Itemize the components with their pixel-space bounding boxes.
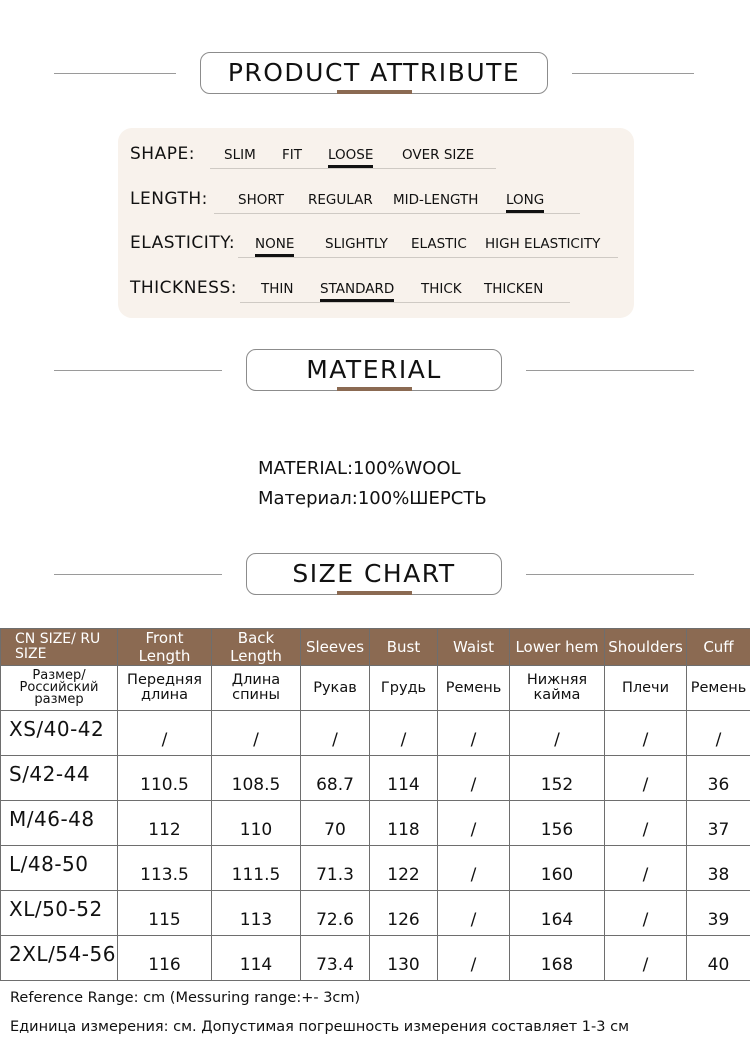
- table-row: [1, 711, 750, 756]
- table-cell: 114: [370, 756, 438, 801]
- title-divider-right: [526, 370, 694, 371]
- table-cell: 113.5: [118, 846, 212, 891]
- attribute-row-elasticity: [118, 229, 634, 259]
- table-header-cell: Back Length: [212, 629, 301, 666]
- title-divider-left: [54, 370, 222, 371]
- attribute-rule: [240, 302, 570, 303]
- table-cell: 38: [687, 846, 750, 891]
- title-accent-bar: [337, 90, 412, 94]
- table-row: [1, 801, 750, 846]
- size-label-cell: XS/40-42: [1, 711, 118, 756]
- table-cell: 130: [370, 936, 438, 981]
- table-cell: 152: [510, 756, 605, 801]
- table-cell: /: [605, 846, 687, 891]
- table-cell: /: [301, 711, 370, 756]
- table-cell: 37: [687, 801, 750, 846]
- table-cell: /: [605, 711, 687, 756]
- attribute-option-selected: NONE: [255, 236, 295, 252]
- table-cell: 108.5: [212, 756, 301, 801]
- table-header-cell-ru: Грудь: [370, 666, 438, 711]
- material-info: [258, 454, 487, 514]
- table-cell: 122: [370, 846, 438, 891]
- attribute-label: ELASTICITY:: [130, 233, 236, 253]
- title-box: [246, 553, 502, 595]
- size-label-cell: L/48-50: [1, 846, 118, 891]
- table-cell: 126: [370, 891, 438, 936]
- table-cell: 111.5: [212, 846, 301, 891]
- table-header-cell: Bust: [370, 629, 438, 666]
- table-cell: /: [605, 936, 687, 981]
- table-cell: 73.4: [301, 936, 370, 981]
- table-cell: 110: [212, 801, 301, 846]
- table-cell: 70: [301, 801, 370, 846]
- table-cell: 113: [212, 891, 301, 936]
- table-cell: 68.7: [301, 756, 370, 801]
- table-cell: /: [438, 801, 510, 846]
- attribute-row-shape: [118, 140, 634, 170]
- table-cell: 118: [370, 801, 438, 846]
- table-cell: 114: [212, 936, 301, 981]
- attribute-label: LENGTH:: [130, 189, 208, 209]
- attribute-option: MID-LENGTH: [393, 192, 479, 208]
- footnote-ru: Единица измерения: см. Допустимая погрешность измерения составляет 1-3 см: [10, 1019, 630, 1035]
- table-cell: 110.5: [118, 756, 212, 801]
- table-header-cell: Front Length: [118, 629, 212, 666]
- table-header-cell: Waist: [438, 629, 510, 666]
- table-header-cell-ru: Длина спины: [212, 666, 301, 711]
- table-cell: /: [438, 711, 510, 756]
- table-header-row-ru: [1, 666, 750, 711]
- table-cell: 115: [118, 891, 212, 936]
- title-divider-right: [526, 574, 694, 575]
- attribute-option: SLIM: [224, 147, 256, 163]
- table-cell: /: [118, 711, 212, 756]
- attribute-option: OVER SIZE: [402, 147, 475, 163]
- product-attribute-panel: [118, 128, 634, 318]
- title-accent-bar: [337, 591, 412, 595]
- size-chart-table: [0, 628, 750, 981]
- table-row: [1, 756, 750, 801]
- table-header-cell-ru: Ремень: [438, 666, 510, 711]
- attribute-option-selected: LONG: [506, 192, 545, 208]
- table-cell: /: [438, 891, 510, 936]
- table-header-row-en: [1, 629, 750, 666]
- size-label-cell: 2XL/54-56: [1, 936, 118, 981]
- table-cell: 72.6: [301, 891, 370, 936]
- section-title-text: PRODUCT ATTRIBUTE: [227, 58, 521, 87]
- table-header-cell-ru: Передняя длина: [118, 666, 212, 711]
- table-cell: 116: [118, 936, 212, 981]
- table-header-cell-ru: Ремень: [687, 666, 750, 711]
- table-row: [1, 846, 750, 891]
- attribute-option-selected: LOOSE: [328, 147, 374, 163]
- table-header-cell: Sleeves: [301, 629, 370, 666]
- table-cell: 71.3: [301, 846, 370, 891]
- table-cell: 160: [510, 846, 605, 891]
- table-header-cell: Cuff: [687, 629, 750, 666]
- section-title-text: SIZE CHART: [292, 559, 456, 588]
- table-cell: 164: [510, 891, 605, 936]
- attribute-rule: [238, 257, 618, 258]
- attribute-option: HIGH ELASTICITY: [485, 236, 601, 252]
- table-cell: 156: [510, 801, 605, 846]
- table-cell: /: [438, 936, 510, 981]
- table-row: [1, 891, 750, 936]
- table-header-cell-ru: Плечи: [605, 666, 687, 711]
- attribute-option: ELASTIC: [411, 236, 467, 252]
- table-cell: /: [438, 756, 510, 801]
- title-divider-left: [54, 73, 176, 74]
- material-ru: Материал:100%ШЕРСТЬ: [258, 488, 487, 509]
- attribute-option: THICK: [421, 281, 462, 297]
- title-divider-left: [54, 574, 222, 575]
- table-cell: 112: [118, 801, 212, 846]
- attribute-option-selected: STANDARD: [320, 281, 395, 297]
- title-accent-bar: [337, 387, 412, 391]
- size-label-cell: M/46-48: [1, 801, 118, 846]
- attribute-rule: [210, 168, 496, 169]
- table-row: [1, 936, 750, 981]
- attribute-option: SHORT: [238, 192, 284, 208]
- attribute-option: FIT: [282, 147, 302, 163]
- size-label-cell: S/42-44: [1, 756, 118, 801]
- table-header-cell: Lower hem: [510, 629, 605, 666]
- table-cell: /: [605, 756, 687, 801]
- section-title-text: MATERIAL: [306, 355, 442, 384]
- footnote-en: Reference Range: cm (Messuring range:+- 3cm): [10, 990, 361, 1006]
- attribute-row-length: [118, 185, 634, 215]
- title-box: [200, 52, 548, 94]
- table-cell: /: [510, 711, 605, 756]
- table-cell: 40: [687, 936, 750, 981]
- table-cell: /: [370, 711, 438, 756]
- table-header-cell-ru: Размер/ Российский размер: [1, 666, 118, 711]
- title-box: [246, 349, 502, 391]
- table-header-cell-ru: Нижняя кайма: [510, 666, 605, 711]
- table-cell: 39: [687, 891, 750, 936]
- attribute-rule: [214, 213, 580, 214]
- attribute-option: REGULAR: [308, 192, 373, 208]
- table-cell: 168: [510, 936, 605, 981]
- table-header-cell-ru: Рукав: [301, 666, 370, 711]
- size-label-cell: XL/50-52: [1, 891, 118, 936]
- table-cell: /: [605, 801, 687, 846]
- attribute-option: THICKEN: [484, 281, 544, 297]
- attribute-label: SHAPE:: [130, 144, 195, 164]
- table-header-cell: CN SIZE/ RU SIZE: [1, 629, 118, 666]
- material-en: MATERIAL:100%WOOL: [258, 458, 461, 479]
- table-header-cell: Shoulders: [605, 629, 687, 666]
- title-divider-right: [572, 73, 694, 74]
- table-cell: /: [605, 891, 687, 936]
- table-cell: /: [438, 846, 510, 891]
- table-cell: /: [212, 711, 301, 756]
- attribute-label: THICKNESS:: [130, 278, 237, 298]
- attribute-row-thickness: [118, 274, 634, 304]
- table-cell: 36: [687, 756, 750, 801]
- attribute-option: SLIGHTLY: [325, 236, 388, 252]
- attribute-option: THIN: [261, 281, 294, 297]
- table-cell: /: [687, 711, 750, 756]
